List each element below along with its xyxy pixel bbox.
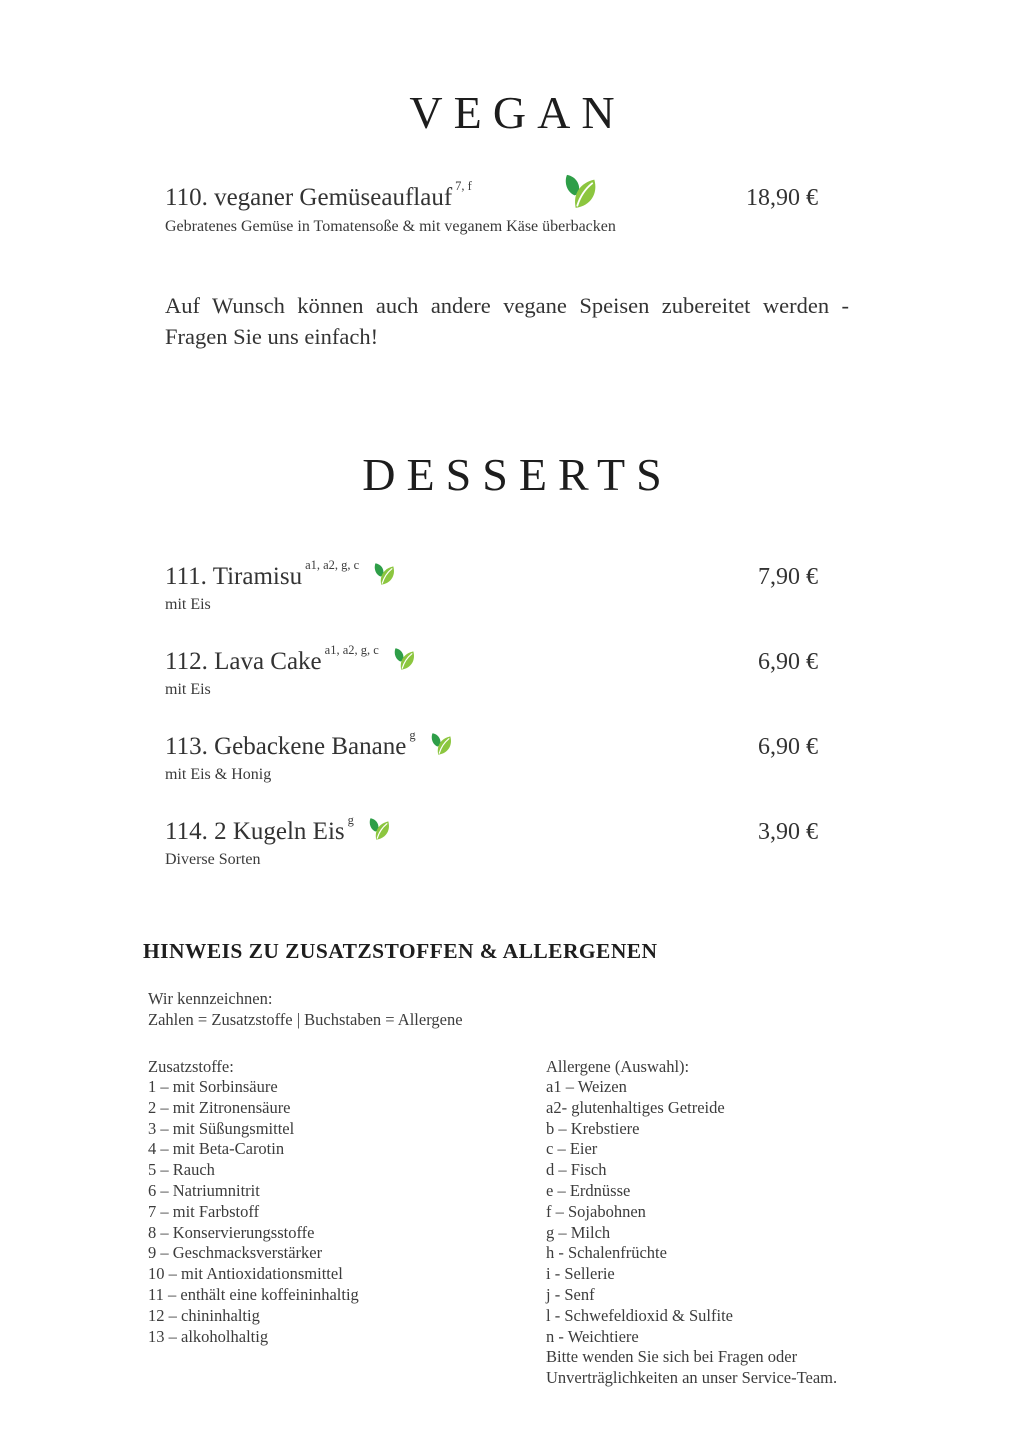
desserts-section-title: DESSERTS: [362, 449, 673, 501]
item-name: 114. 2 Kugeln Eis: [165, 818, 345, 846]
item-name: 112. Lava Cake: [165, 648, 322, 676]
additives-list: [148, 1077, 546, 1347]
allergen-item: b – Krebstiere: [546, 1118, 640, 1138]
item-allergen-codes: g: [409, 727, 416, 742]
allergen-item: g – Milch: [546, 1222, 611, 1242]
vegan-note-text: Auf Wunsch können auch andere vegane Speisen zubereitet werden - Fragen Sie uns einfach!: [165, 293, 849, 350]
allergens-column: [546, 1056, 876, 1389]
menu-item-row: [165, 178, 818, 213]
allergen-item: f – Sojabohnen: [546, 1201, 646, 1221]
menu-item-row: [165, 812, 818, 846]
allergen-service-note: Bitte wenden Sie sich bei Fragen oder Unverträglichkeiten an unser Service-Team.: [546, 1347, 838, 1388]
item-price: 7,90 €: [758, 563, 818, 590]
vegan-leaf-icon: [560, 173, 600, 213]
vegan-leaf-icon: [366, 817, 392, 843]
additive-item: 13 – alkoholhaltig: [148, 1326, 269, 1346]
additive-item: 5 – Rauch: [148, 1160, 215, 1180]
additive-item: 8 – Konservierungsstoffe: [148, 1222, 315, 1242]
menu-item-114: [165, 812, 818, 869]
info-intro: [148, 988, 903, 1030]
item-allergen-codes: a1, a2, g, c: [324, 642, 379, 657]
additive-item: 3 – mit Süßungsmittel: [148, 1118, 295, 1138]
info-section: [143, 939, 903, 1389]
allergen-item: i - Sellerie: [546, 1264, 615, 1284]
additive-item: 4 – mit Beta-Carotin: [148, 1139, 285, 1159]
allergen-item: l - Schwefeldioxid & Sulfite: [546, 1305, 733, 1325]
allergen-item: c – Eier: [546, 1139, 598, 1159]
item-description: mit Eis & Honig: [165, 766, 272, 784]
item-allergen-codes: a1, a2, g, c: [305, 557, 360, 572]
item-name: 113. Gebackene Banane: [165, 733, 407, 761]
menu-item-110: [165, 178, 818, 236]
item-allergen-codes: 7, f: [455, 178, 472, 193]
additive-item: 7 – mit Farbstoff: [148, 1201, 260, 1221]
info-intro-line1: Wir kennzeichnen:: [148, 989, 273, 1009]
menu-item-row: [165, 557, 818, 591]
item-allergen-codes: g: [347, 812, 354, 827]
section-desserts: [0, 448, 1024, 869]
item-name: 111. Tiramisu: [165, 563, 303, 591]
item-price: 3,90 €: [758, 818, 818, 845]
menu-item-row: [165, 642, 818, 676]
allergen-item: n - Weichtiere: [546, 1326, 639, 1346]
additive-item: 11 – enthält eine koffeininhaltig: [148, 1285, 359, 1305]
item-description: Gebratenes Gemüse in Tomatensoße & mit veganem Käse überbacken: [165, 218, 616, 235]
allergen-item: d – Fisch: [546, 1160, 607, 1180]
info-intro-line2: Zahlen = Zusatzstoffe | Buchstaben = Allergene: [148, 1010, 463, 1030]
menu-item-111: [165, 557, 818, 614]
vegan-leaf-icon: [371, 562, 397, 588]
info-heading: HINWEIS ZU ZUSATZSTOFFEN & ALLERGENEN: [143, 939, 658, 964]
allergen-item: e – Erdnüsse: [546, 1181, 631, 1201]
additives-title: Zusatzstoffe:: [148, 1057, 234, 1077]
vegan-leaf-icon: [428, 732, 454, 758]
item-description: mit Eis: [165, 596, 211, 614]
allergens-list: [546, 1077, 876, 1347]
menu-item-row: [165, 727, 818, 761]
item-name: 110. veganer Gemüseauflauf: [165, 184, 453, 211]
vegan-section-title: VEGAN: [409, 87, 626, 138]
item-price: 18,90 €: [746, 184, 818, 211]
additives-column: [148, 1056, 546, 1389]
allergen-item: j - Senf: [546, 1285, 595, 1305]
vegan-leaf-icon: [391, 647, 417, 673]
item-price: 6,90 €: [758, 648, 818, 675]
allergens-title: Allergene (Auswahl):: [546, 1057, 690, 1077]
additive-item: 1 – mit Sorbinsäure: [148, 1077, 278, 1097]
menu-item-113: [165, 727, 818, 784]
additive-item: 10 – mit Antioxidationsmittel: [148, 1264, 343, 1284]
item-description: mit Eis: [165, 681, 211, 699]
allergen-item: h - Schalenfrüchte: [546, 1243, 667, 1263]
legend-columns: [148, 1056, 903, 1389]
item-price: 6,90 €: [758, 733, 818, 760]
additive-item: 2 – mit Zitronensäure: [148, 1097, 291, 1117]
additive-item: 6 – Natriumnitrit: [148, 1181, 260, 1201]
allergen-item: a1 – Weizen: [546, 1077, 627, 1097]
item-description: Diverse Sorten: [165, 851, 261, 869]
menu-item-112: [165, 642, 818, 699]
section-vegan: [0, 86, 1024, 352]
additive-item: 12 – chininhaltig: [148, 1305, 260, 1325]
additive-item: 9 – Geschmacksverstärker: [148, 1243, 323, 1263]
allergen-item: a2- glutenhaltiges Getreide: [546, 1097, 725, 1117]
